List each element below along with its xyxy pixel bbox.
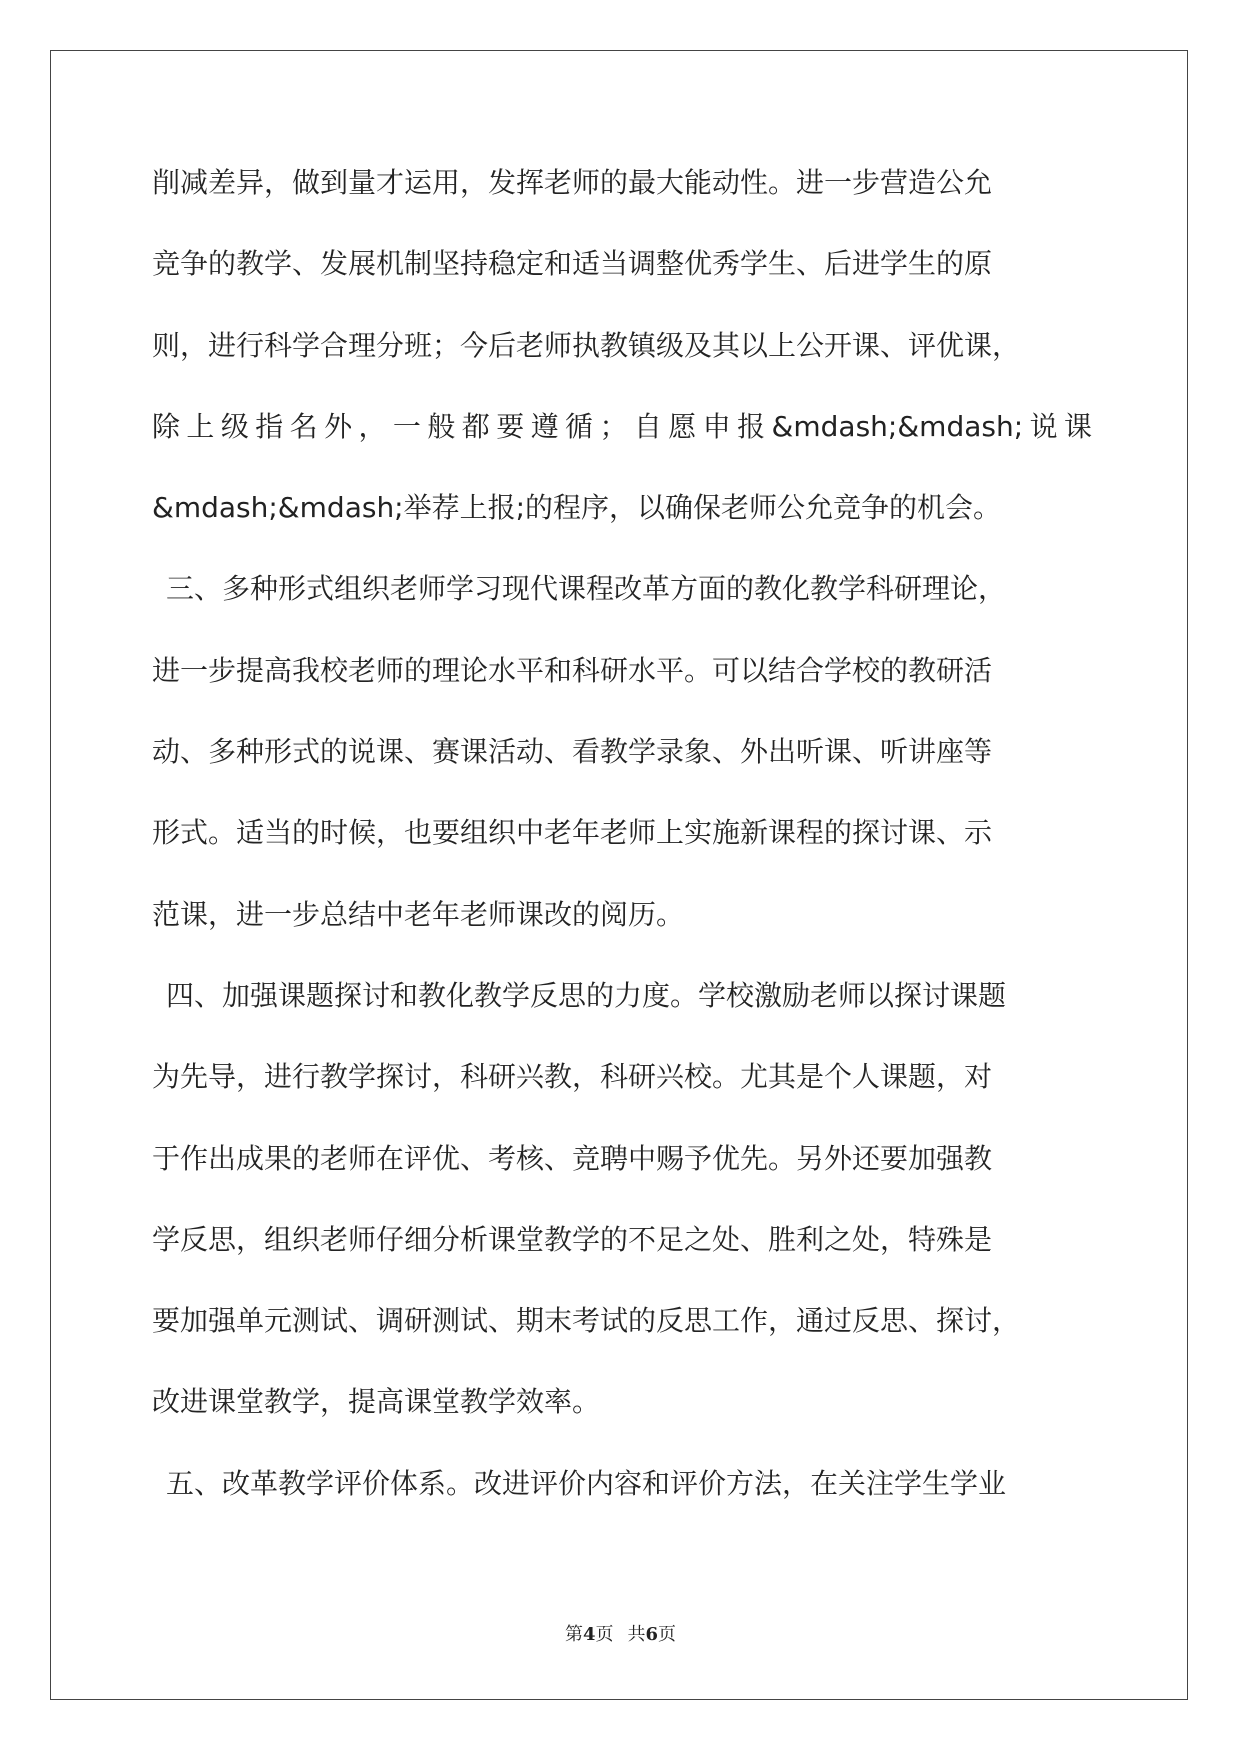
text-line: 学反思，组织老师仔细分析课堂教学的不足之处、胜利之处，特殊是	[152, 1222, 993, 1256]
text-line: 竞争的教学、发展机制坚持稳定和适当调整优秀学生、后进学生的原	[152, 247, 993, 281]
text-line: 四、加强课题探讨和教化教学反思的力度。学校激励老师以探讨课题	[166, 978, 1007, 1012]
text-line: 五、改革教学评价体系。改进评价内容和评价方法，在关注学生学业	[166, 1466, 1007, 1500]
text-line: 改进课堂教学，提高课堂教学效率。	[152, 1385, 601, 1419]
text-line: 进一步提高我校老师的理论水平和科研水平。可以结合学校的教研活	[152, 653, 993, 687]
text-line: 于作出成果的老师在评优、考核、竞聘中赐予优先。另外还要加强教	[152, 1141, 993, 1175]
text-line: 动、多种形式的说课、赛课活动、看教学录象、外出听课、听讲座等	[152, 735, 993, 769]
footer-page-suffix: 页	[595, 1624, 614, 1645]
footer-total-prefix: 共	[627, 1624, 646, 1645]
footer-prefix: 第	[564, 1624, 583, 1645]
text-line: 范课，进一步总结中老年老师课改的阅历。	[152, 897, 685, 931]
text-line: 要加强单元测试、调研测试、期末考试的反思工作，通过反思、探讨，	[152, 1304, 1021, 1338]
total-pages: 6	[645, 1624, 659, 1645]
text-line: &mdash;&mdash;举荐上报;的程序，以确保老师公允竞争的机会。	[152, 491, 1002, 525]
page-footer	[0, 1620, 1241, 1646]
page-number: 4	[582, 1624, 596, 1645]
text-line: 削减差异，做到量才运用，发挥老师的最大能动性。进一步营造公允	[152, 166, 993, 199]
document-body	[152, 163, 1092, 1545]
text-line: 为先导，进行教学探讨，科研兴教，科研兴校。尤其是个人课题，对	[152, 1060, 993, 1094]
text-line: 除上级指名外，一般都要遵循；自愿申报&mdash;&mdash;说课	[152, 409, 1092, 443]
text-line: 三、多种形式组织老师学习现代课程改革方面的教化教学科研理论，	[166, 572, 1007, 606]
text-line: 则，进行科学合理分班；今后老师执教镇级及其以上公开课、评优课，	[152, 328, 1021, 362]
footer-total-suffix: 页	[658, 1624, 677, 1645]
text-line: 形式。适当的时候，也要组织中老年老师上实施新课程的探讨课、示	[152, 816, 993, 850]
